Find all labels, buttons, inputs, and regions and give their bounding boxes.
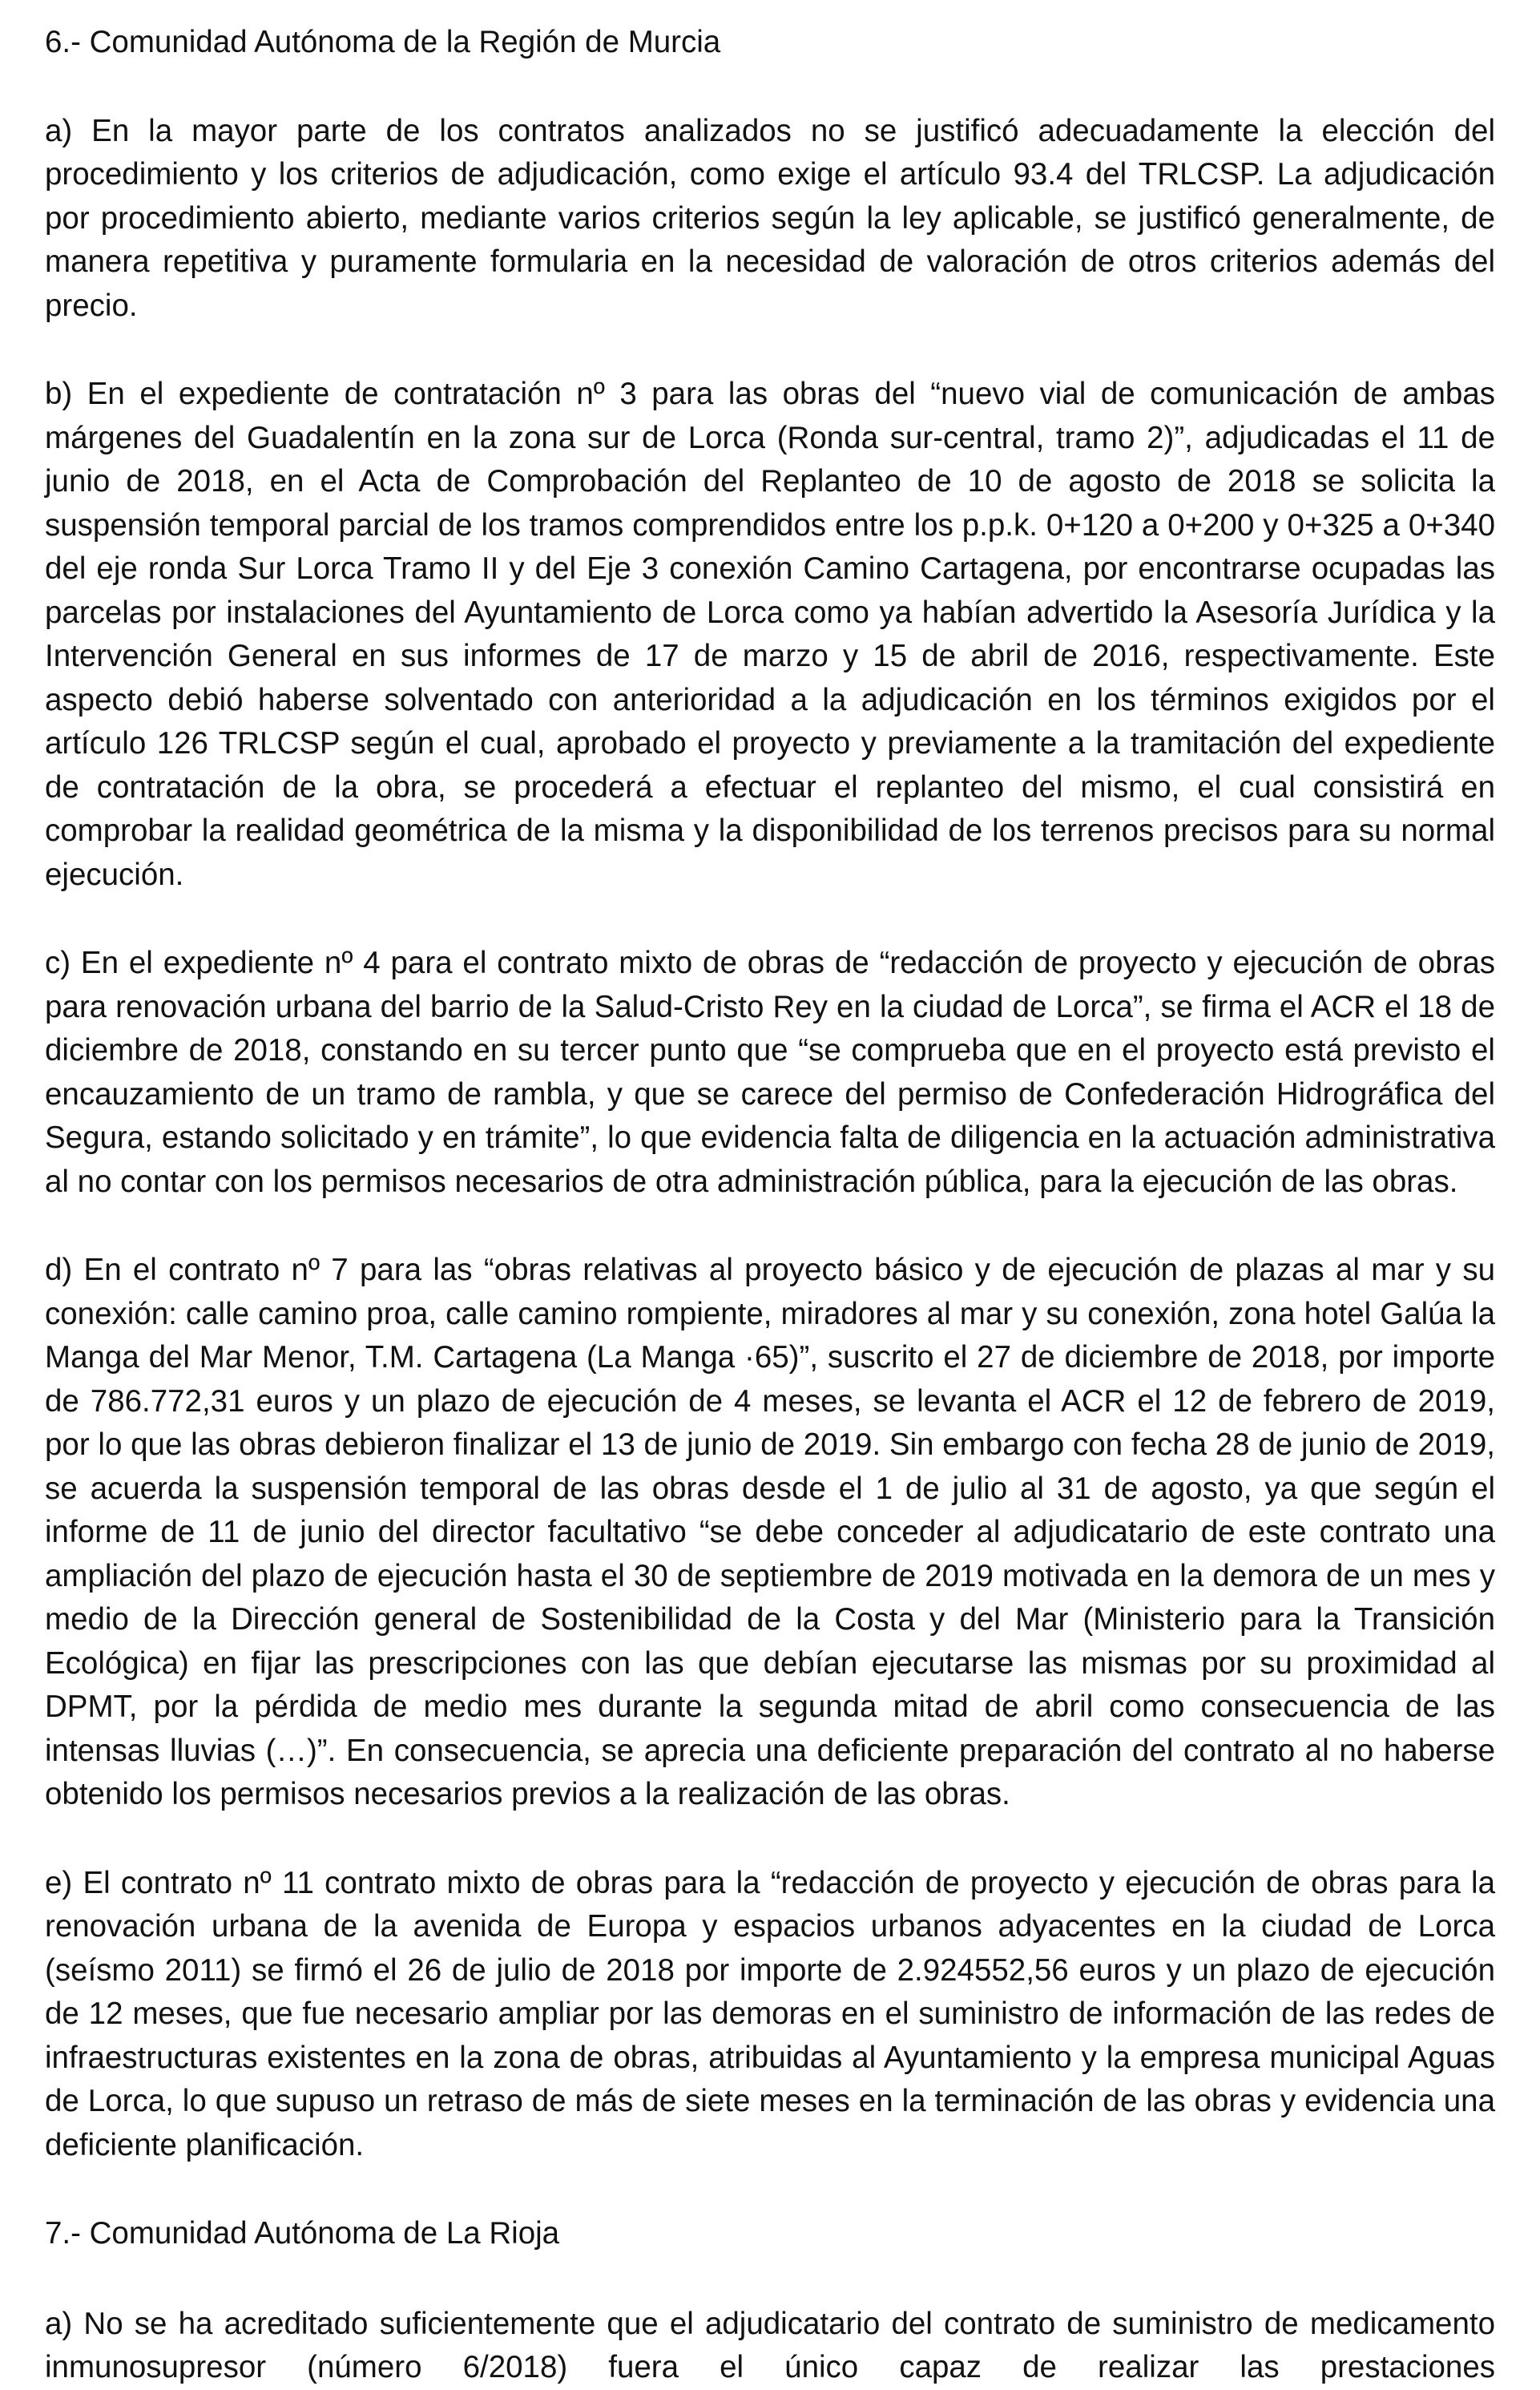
paragraph-6d: d) En el contrato nº 7 para las “obras relativas al proyecto básico y de ejecución de plazas al mar y su conexión: calle camino proa, calle camino rompiente, miradores al mar y su conexión, zona hotel Galúa la Manga del Mar Menor, T.M. Cartagena (La Manga ·65)”, suscrito el 27 de diciembre de 2018, por importe de 786.772,31 euros y un plazo de ejecución de 4 meses, se levanta el ACR el 12 de febrero de 2019, por lo que las obras debieron finalizar el 13 de junio de 2019. Sin embargo con fecha 28 de junio de 2019, se acuerda la suspensión temporal de las obras desde el 1 de julio al 31 de agosto, ya que según el informe de 11 de junio del director facultativo “se debe conceder al adjudicatario de este contrato una ampliación del plazo de ejecución hasta el 30 de septiembre de 2019 motivada en la demora de un mes y medio de la Dirección general de Sostenibilidad de la Costa y del Mar (Ministerio para la Transición Ecológica) en fijar las prescripciones con las que debían ejecutarse las mismas por su proximidad al DPMT, por la pérdida de medio mes durante la segunda mitad de abril como consecuencia de las intensas lluvias (…)”. En consecuencia, se aprecia una deficiente preparación del contrato al no haberse obtenido los permisos necesarios previos a la realización de las obras. (45, 1253, 1495, 1811)
spacer (45, 1817, 1495, 1862)
section-6-heading: 6.- Comunidad Autónoma de la Región de Murcia (45, 25, 721, 59)
paragraph-6e: e) El contrato nº 11 contrato mixto de obras para la “redacción de proyecto y ejecución de obras para la renovación urbana de la avenida de Europa y espacios urbanos adyacentes en la ciudad de Lorca (seísmo 2011) se firmó el 26 de julio de 2018 por importe de 2.924552,56 euros y un plazo de ejecución de 12 meses, que fue necesario ampliar por las demoras en el suministro de información de las redes de infraestructuras existentes en la zona de obras, atribuidas al Ayuntamiento y la empresa municipal Aguas de Lorca, lo que supuso un retraso de más de siete meses en la terminación de las obras y evidencia una deficiente planificación. (45, 1865, 1495, 2162)
spacer (45, 328, 1495, 373)
paragraph-6b: b) En el expediente de contratación nº 3 para las obras del “nuevo vial de comunicación de ambas márgenes del Guadalentín en la zona sur de Lorca (Ronda sur-central, tramo 2)”, adjudicadas el 11 de junio de 2018, en el Acta de Comprobación del Replanteo de 10 de agosto de 2018 se solicita la suspensión temporal parcial de los tramos comprendidos entre los p.p.k. 0+120 a 0+200 y 0+325 a 0+340 del eje ronda Sur Lorca Tramo II y del Eje 3 conexión Camino Cartagena, por encontrarse ocupadas las parcelas por instalaciones del Ayuntamiento de Lorca como ya habían advertido la Asesoría Jurídica y la Intervención General en sus informes de 17 de marzo y 15 de abril de 2016, respectivamente. Este aspecto debió haberse solventado con anterioridad a la adjudicación en los términos exigidos por el artículo 126 TRLCSP según el cual, aprobado el proyecto y previamente a la tramitación del expediente de contratación de la obra, se procederá a efectuar el replanteo del mismo, el cual consistirá en comprobar la realidad geométrica de la misma y la disponibilidad de los terrenos precisos para su normal ejecución. (45, 377, 1495, 892)
paragraph-6a: a) En la mayor parte de los contratos analizados no se justificó adecuadamente la elección del procedimiento y los criterios de adjudicación, como exige el artículo 93.4 del TRLCSP. La adjudicación por procedimiento abierto, mediante varios criterios según la ley aplicable, se justificó generalmente, de manera repetitiva y puramente formularia en la necesidad de valoración de otros criterios además del precio. (45, 113, 1495, 323)
section-7-heading: 7.- Comunidad Autónoma de La Rioja (45, 2216, 560, 2251)
spacer (45, 2167, 1495, 2212)
document-page (45, 21, 1495, 2390)
spacer (45, 2256, 1495, 2303)
paragraph-7a: a) No se ha acreditado suficientemente que el adjudicatario del contrato de suministro de medicamento inmunosupresor (número 6/2018) fuera el único capaz de realizar las prestaciones (45, 2306, 1495, 2384)
spacer (45, 1204, 1495, 1249)
spacer (45, 897, 1495, 942)
spacer (45, 65, 1495, 110)
paragraph-6c: c) En el expediente nº 4 para el contrato mixto de obras de “redacción de proyecto y ejecución de obras para renovación urbana del barrio de la Salud-Cristo Rey en la ciudad de Lorca”, se firma el ACR el 18 de diciembre de 2018, constando en su tercer punto que “se comprueba que en el proyecto está previsto el encauzamiento de un tramo de rambla, y que se carece del permiso de Confederación Hidrográfica del Segura, estando solicitado y en trámite”, lo que evidencia falta de diligencia en la actuación administrativa al no contar con los permisos necesarios de otra administración pública, para la ejecución de las obras. (45, 946, 1495, 1199)
